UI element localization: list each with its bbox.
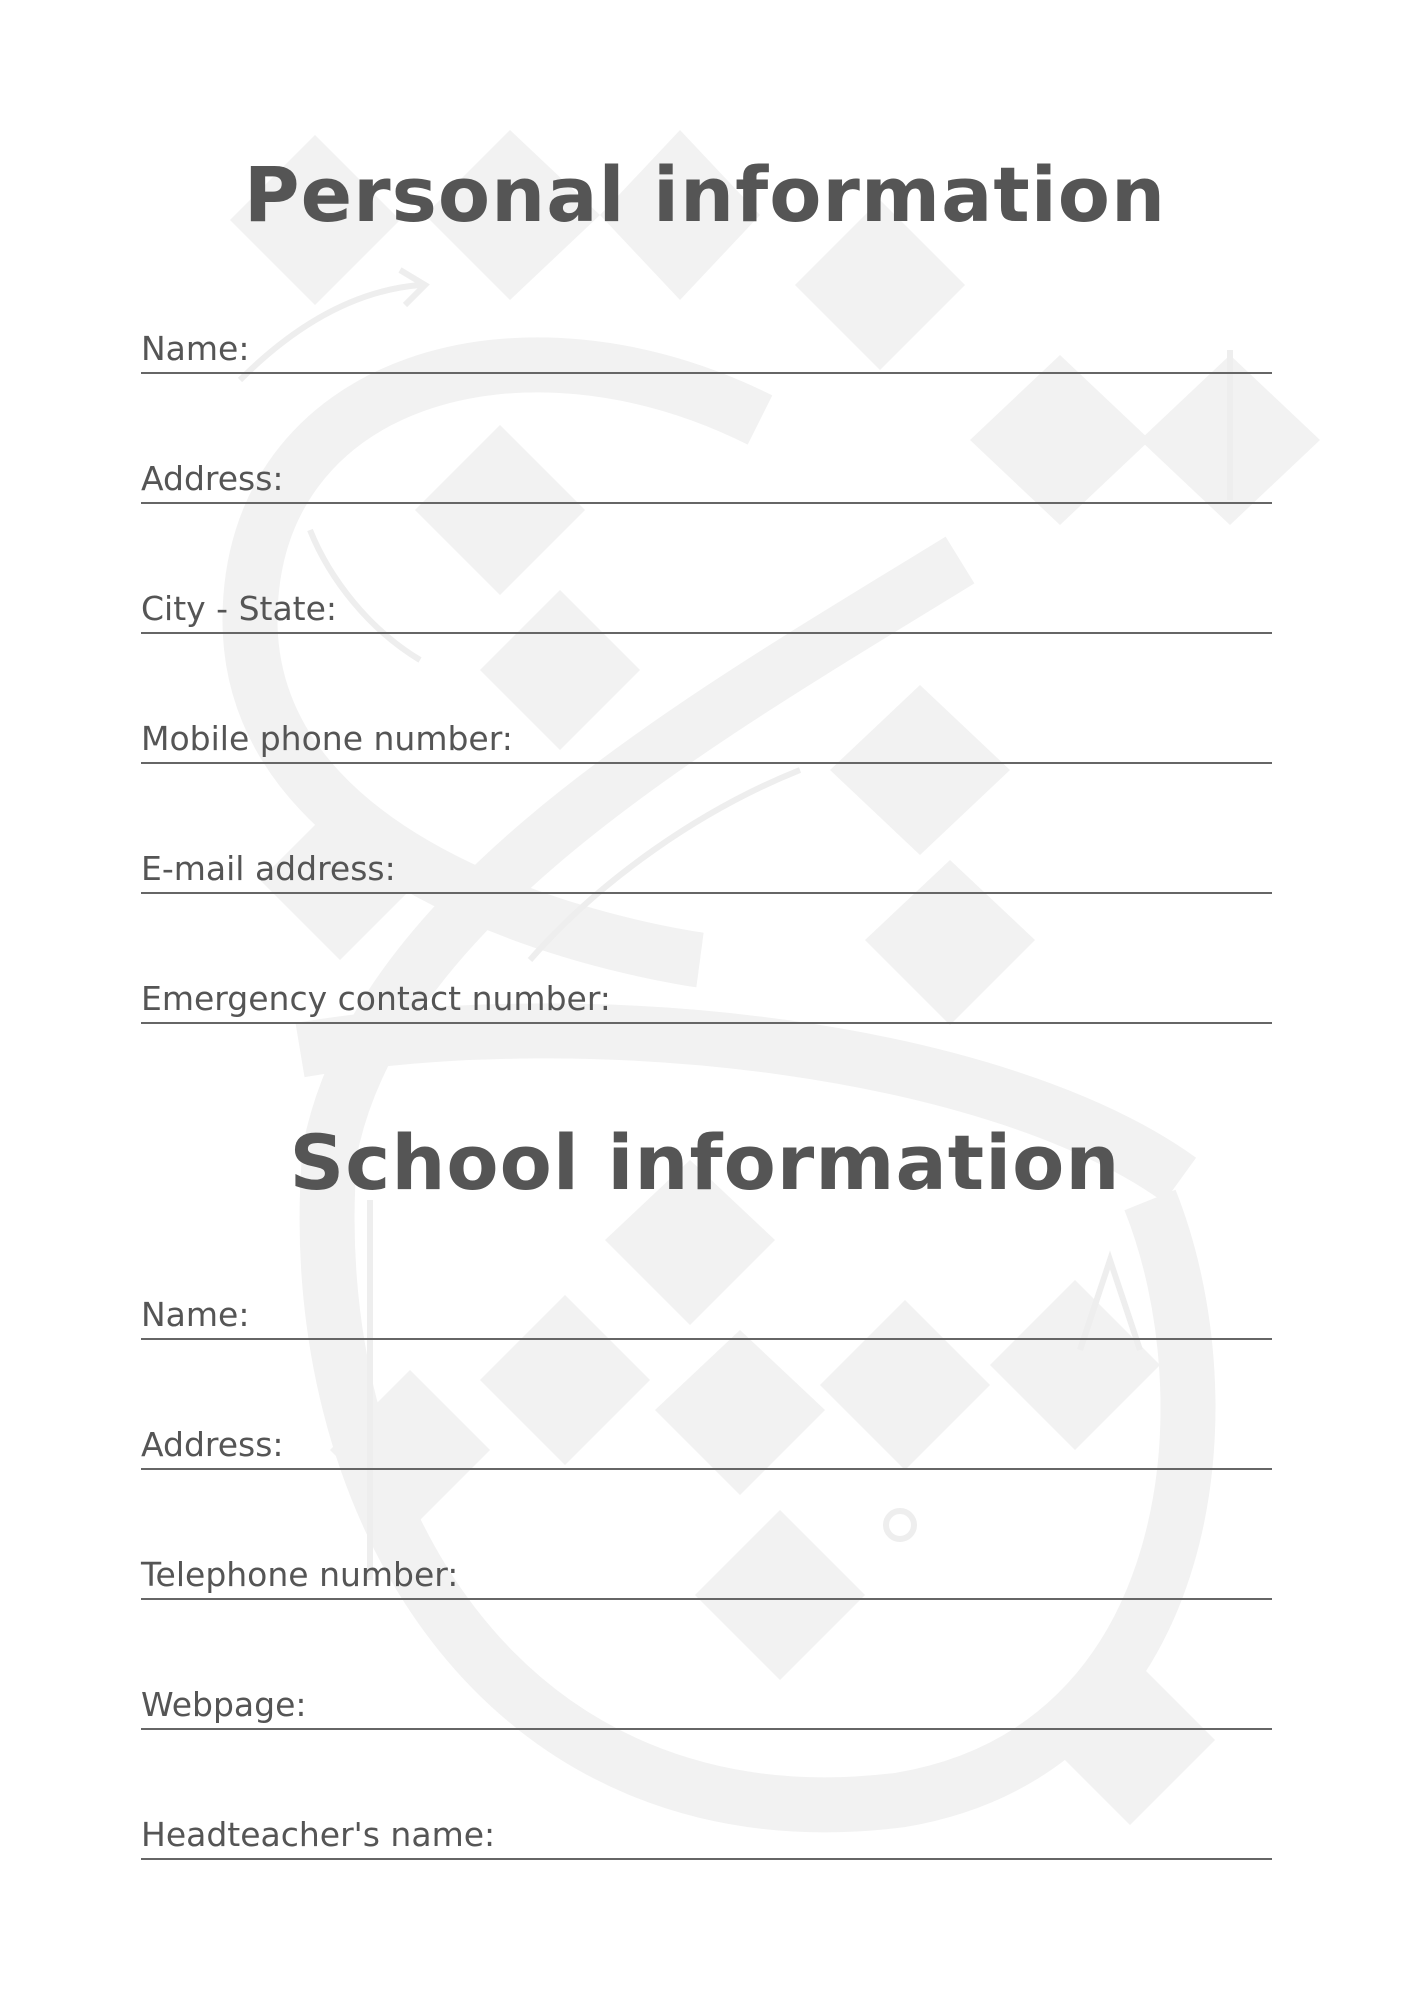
school-telephone-label: Telephone number:	[141, 1555, 459, 1594]
school-headteacher-field[interactable]	[141, 1808, 1272, 1860]
personal-address-label: Address:	[141, 459, 284, 498]
personal-email-label: E-mail address:	[141, 849, 396, 888]
school-name-label: Name:	[141, 1295, 250, 1334]
personal-name-field[interactable]	[141, 322, 1272, 374]
personal-mobile-phone-label: Mobile phone number:	[141, 719, 513, 758]
personal-name-label: Name:	[141, 329, 250, 368]
school-address-field[interactable]	[141, 1418, 1272, 1470]
personal-info-title: Personal information	[243, 150, 1167, 239]
personal-address-field[interactable]	[141, 452, 1272, 504]
personal-mobile-phone-field[interactable]	[141, 712, 1272, 764]
personal-email-field[interactable]	[141, 842, 1272, 894]
school-info-title: School information	[289, 1118, 1121, 1207]
school-telephone-field[interactable]	[141, 1548, 1272, 1600]
school-address-label: Address:	[141, 1425, 284, 1464]
school-webpage-field[interactable]	[141, 1678, 1272, 1730]
personal-city-state-field[interactable]	[141, 582, 1272, 634]
school-headteacher-label: Headteacher's name:	[141, 1815, 496, 1854]
personal-emergency-contact-label: Emergency contact number:	[141, 979, 611, 1018]
school-webpage-label: Webpage:	[141, 1685, 307, 1724]
school-name-field[interactable]	[141, 1288, 1272, 1340]
personal-emergency-contact-field[interactable]	[141, 972, 1272, 1024]
personal-city-state-label: City - State:	[141, 589, 338, 628]
